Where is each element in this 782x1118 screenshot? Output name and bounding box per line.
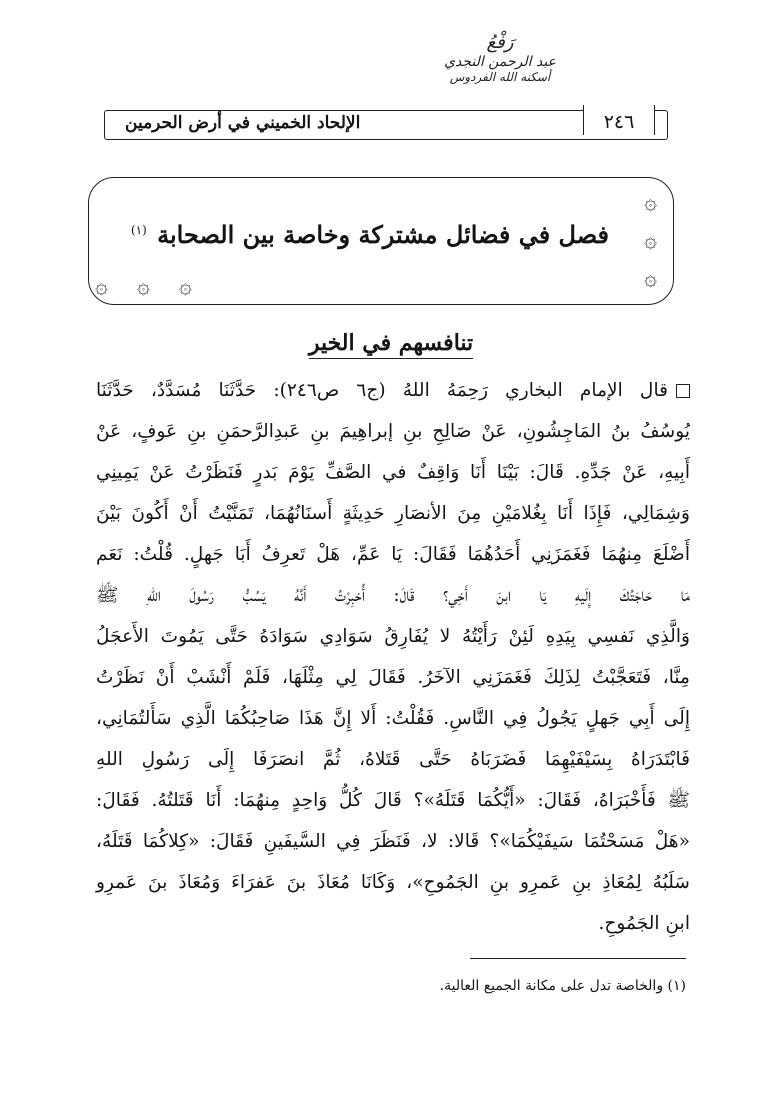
section-heading-text: تنافسهم في الخير [309,330,473,359]
body-line: «هَلْ مَسَحْتُمَا سَيفَيْكُمَا»؟ قَالا: لا، فَنَظَرَ فِي السَّيفَينِ فَقَالَ: «كِلاكُمَا قَتَلَهُ، [96,831,690,852]
paragraph-box-icon [676,384,690,398]
body-line: ابنِ الجَمُوحِ. [598,913,690,934]
body-line: مِنَّا، فَتَعَجَّبْتُ لِذَلِكَ فَغَمَزَنِي الآخَرُ. فَقَالَ لِي مِثْلَهَا، فَلَمْ أَنْشَبْ أَنْ نَظَرْتُ [96,667,690,688]
body-line-text: قال الإمام البخاري رَحِمَهُ اللهُ (ج٦ ص٢٤٦): حَدَّثَنَا مُسَدَّدٌ، حَدَّثَنَا [96,380,668,401]
stamp-line-1: رَفْعُ [486,32,514,53]
body-text [96,370,690,944]
body-line: فَابْتَدَرَاهُ بِسَيْفَيْهِمَا فَضَرَبَاهُ حَتَّى قَتَلاهُ، ثُمَّ انصَرَفَا إِلَى رَسُولِ اللهِ [96,749,690,770]
footnote-marker: (١) [130,223,147,237]
stamp-line-2: عبد الرحمن النجدي [444,53,556,70]
footnote-divider [470,958,686,959]
ornament-icon: ۞ [644,228,657,253]
page-number: ٢٤٦ [583,105,655,135]
footnote: (١) والخاصة تدل على مكانة الجميع العالية. [439,978,686,994]
running-header [104,110,668,140]
ornament-icon: ۞ [137,274,150,299]
chapter-title-box [88,177,674,305]
ornament-icon: ۞ [644,266,657,291]
body-line: يُوسُفُ بنُ المَاجِشُونِ، عَنْ صَالِحِ بنِ إبراهِيمَ بنِ عَبدِالرَّحمَنِ بنِ عَوفٍ، عَنْ [96,421,690,442]
body-line: ﷺ فَأَخْبَرَاهُ، فَقَالَ: «أَيُّكُمَا قَتَلَهُ»؟ قَالَ كُلُّ وَاحِدٍ مِنهُمَا: أَنَا قَتَلتُهُ. فَقَالَ: [96,790,690,811]
ornament-icon: ۞ [95,274,108,299]
ornament-icon: ۞ [644,190,657,215]
chapter-title-text: فصل في فضائل مشتركة وخاصة بين الصحابة [157,220,609,249]
chapter-title [131,220,609,249]
book-title: الإلحاد الخميني في أرض الحرمين [125,113,361,133]
body-line: أَبِيهِ، عَنْ جَدِّهِ. قَالَ: بَيْنَا أَنَا وَاقِفٌ في الصَّفِّ يَوْمَ بَدرٍ فَنَظَرْتُ عَنْ يَمِينِي [96,462,690,483]
body-line: سَلَبُهُ لِمُعَاذِ بنِ عَمرِو بنِ الجَمُوحِ»، وَكَانَا مُعَاذَ بنَ عَفرَاءَ وَمُعَاذَ بنَ عَمرِو [96,872,690,893]
body-line: أَضْلَعَ مِنهُمَا فَغَمَزَنِي أَحَدُهُمَا فَقَالَ: يَا عَمِّ، هَلْ تَعرِفُ أَبَا جَهلٍ. قُلْتُ: نَعَم [96,544,690,565]
section-heading [0,330,782,356]
body-line: إِلَى أَبِي جَهلٍ يَجُولُ فِي النَّاسِ. فَقُلْتُ: أَلا إِنَّ هَذَا صَاحِبُكُمَا الَّذِي سَأَلتُمَانِي، [96,708,690,729]
stamp-line-3: أسكنه الله الفردوس [449,69,551,84]
body-line: وَشِمَالِي، فَإِذَا أَنَا بِغُلامَيْنِ مِنَ الأنصَارِ حَدِيثَةٍ أَسنَانُهُمَا، تَمَنَّيْتُ أَنْ أَكُونَ بَيْنَ [96,503,690,524]
body-line [96,370,690,411]
body-line: وَالَّذِي نَفسِي بِيَدِهِ لَئِنْ رَأَيْتُهُ لا يُفَارِقُ سَوَادِي سَوَادَهُ حَتَّى يَمُوتَ الأَعجَلُ [96,626,690,647]
ornament-icon: ۞ [179,274,192,299]
ownership-stamp [400,34,600,83]
body-line: مَا حَاجَتُكَ إِلَيهِ يَا ابنَ أَخِي؟ قَالَ: أُخبِرْتُ أَنَّهُ يَسُبُّ رَسُولَ اللهِ ﷺ [96,585,690,606]
